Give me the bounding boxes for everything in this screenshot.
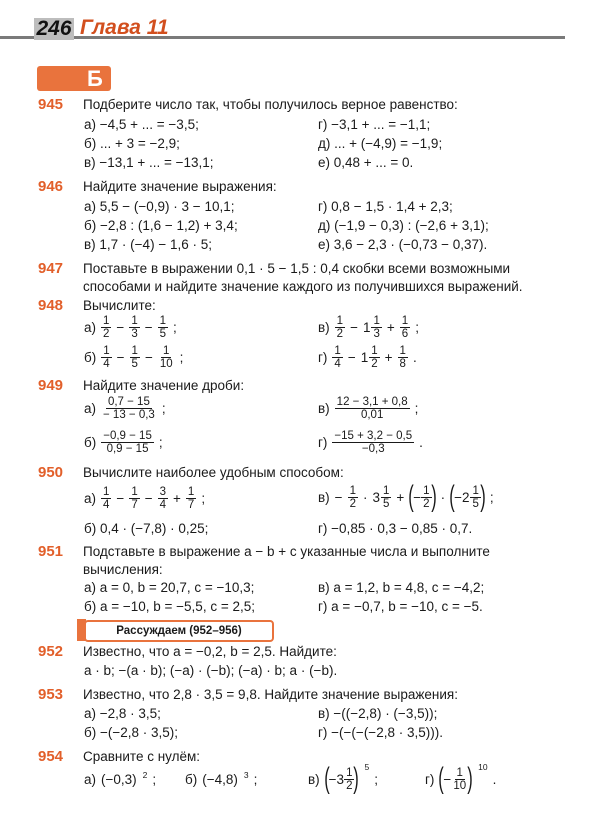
problem-text: Известно, что a = −0,2, b = 2,5. Найдите: [83, 644, 337, 659]
fraction-item: в) $\frac{1}{2}$ − 1 $\frac{1}{3}$ + $\frac{1}{6}$ ; [318, 315, 419, 340]
problem-text: Найдите значение выражения: [83, 179, 277, 194]
problem-text: Поставьте в выражении 0,1 · 5 − 1,5 : 0,4 скобки всеми возможными способами и найдите значение каждого из получившихся выражений. [83, 261, 523, 294]
fraction-item: а) $\frac{1}{2}$ − $\frac{1}{3}$ − $\frac{1}{5}$ ; [84, 315, 177, 340]
fraction: $\frac{0,7 - 15}{- 13 - 0,3}$ [103, 396, 155, 421]
fraction-item: в) $\frac{12 - 3,1 + 0,8}{0,01}$ ; [318, 396, 419, 421]
page-number: 246 [34, 18, 74, 40]
problem-text: Известно, что 2,8 · 3,5 = 9,8. Найдите значение выражения: [83, 687, 458, 702]
problem-number: 949 [38, 377, 64, 394]
fraction: $\frac{1}{4}$ [334, 345, 341, 370]
problem-item: е) 3,6 − 2,3 · (−0,73 − 0,37). [318, 237, 488, 252]
mixed-number: 1 $\frac{1}{3}$ [362, 315, 380, 340]
level-letter: Б [87, 66, 103, 91]
power-item: а) (−0,3) 2 ; [84, 770, 157, 787]
problem-item: г) −(−(−(−2,8 · 3,5))). [318, 725, 443, 740]
fraction-item: г) $\frac{-15 + 3,2 - 0,5}{-0,3}$ . [318, 430, 423, 455]
problem-number: 954 [38, 748, 64, 765]
fraction: $\frac{1}{2}$ [103, 315, 110, 340]
problem-text: Найдите значение дроби: [83, 378, 245, 393]
problem-number: 952 [38, 643, 64, 660]
problem-item: a · b; −(a · b); (−a) · (−b); (−a) · b; a · (−b). [84, 663, 338, 678]
fraction: $\frac{1}{3}$ [131, 315, 138, 340]
power-item: г) ( − $\frac{1}{10}$ ) 10 . [425, 762, 497, 795]
problem-number: 950 [38, 464, 64, 481]
problem-item: в) 1,7 · (−4) − 1,6 · 5; [84, 237, 212, 252]
fraction: $\frac{3}{4}$ [159, 486, 167, 511]
fraction: $\frac{1}{6}$ [401, 315, 409, 340]
problem-item: г) 0,8 − 1,5 · 1,4 + 2,3; [318, 199, 453, 214]
problem-item: в) a = 1,2, b = 4,8, c = −4,2; [318, 580, 485, 595]
fraction: $\frac{1}{7}$ [131, 486, 138, 511]
problem-text: Подставьте в выражение a − b + c указанные числа и выполните вычисления: [83, 544, 490, 577]
fraction: $\frac{-0,9 - 15}{0,9 - 15}$ [103, 430, 152, 455]
fraction: $\frac{1}{7}$ [187, 486, 195, 511]
power-item: б) (−4,8) 3 ; [185, 770, 258, 787]
fraction: $\frac{1}{8}$ [399, 345, 406, 370]
problem-item: в) −((−2,8) · (−3,5)); [318, 706, 438, 721]
problem-item: а) 5,5 − (−0,9) · 3 − 10,1; [84, 199, 235, 214]
problem-text: Подберите число так, чтобы получилось верное равенство: [83, 97, 458, 112]
fraction: $\frac{1}{2}$ [336, 315, 344, 340]
problem-text: Вычислите: [83, 298, 156, 313]
problem-item: а) a = 0, b = 20,7, c = −10,3; [84, 580, 255, 595]
level-badge [37, 66, 111, 91]
problem-item: б) −(−2,8 · 3,5); [84, 725, 179, 740]
problem-item: а) −4,5 + ... = −3,5; [84, 117, 199, 132]
problem-item: е) 0,48 + ... = 0. [318, 155, 414, 170]
problem-number: 953 [38, 686, 64, 703]
fraction: $\frac{1}{2}$ [349, 484, 356, 510]
fraction: $\frac{1}{4}$ [103, 486, 110, 511]
problem-number: 945 [38, 96, 64, 113]
power-item: в) ( −3 $\frac{1}{2}$ ) 5 ; [308, 762, 378, 795]
fraction-item: б) $\frac{1}{4}$ − $\frac{1}{5}$ − $\frac{1}{10}$ ; [84, 345, 184, 370]
problem-text: Вычислите наиболее удобным способом: [83, 465, 344, 480]
fraction-item: в) − $\frac{1}{2}$ · 3 $\frac{1}{5}$ + ( − $\frac{1}{2}$ ) · ( − 2 $\frac{1}{5}$ ) ; [318, 480, 494, 513]
problem-number: 946 [38, 178, 64, 195]
problem-number: 947 [38, 260, 64, 277]
mixed-number: 1 $\frac{1}{2}$ [360, 345, 378, 370]
problem-number: 951 [38, 543, 64, 560]
fraction-item: б) $\frac{-0,9 - 15}{0,9 - 15}$ ; [84, 430, 163, 455]
fraction: $\frac{-15 + 3,2 - 0,5}{-0,3}$ [334, 430, 413, 455]
fraction: $\frac{12 - 3,1 + 0,8}{0,01}$ [336, 396, 408, 421]
problem-item: г) −0,85 · 0,3 − 0,85 · 0,7. [318, 521, 473, 536]
section-label: Рассуждаем (952–956) [84, 620, 274, 642]
fraction: $\frac{1}{4}$ [103, 345, 110, 370]
problem-item: г) a = −0,7, b = −10, c = −5. [318, 599, 483, 614]
fraction-item: г) $\frac{1}{4}$ − 1 $\frac{1}{2}$ + $\frac{1}{8}$ . [318, 345, 417, 370]
paren-group: ( − 2 $\frac{1}{5}$ ) [449, 480, 486, 513]
problem-text: Сравните с нулём: [83, 749, 201, 764]
problem-item: б) a = −10, b = −5,5, c = 2,5; [84, 599, 255, 614]
problem-item: б) −2,8 : (1,6 − 1,2) + 3,4; [84, 218, 238, 233]
fraction: $\frac{1}{5}$ [159, 315, 167, 340]
problem-item: а) −2,8 · 3,5; [84, 706, 161, 721]
problem-item: в) −13,1 + ... = −13,1; [84, 155, 214, 170]
fraction-item: а) $\frac{0,7 - 15}{- 13 - 0,3}$ ; [84, 396, 166, 421]
fraction: $\frac{1}{10}$ [159, 345, 173, 370]
paren-group: ( − $\frac{1}{2}$ ) [408, 480, 437, 513]
problem-item: б) ... + 3 = −2,9; [84, 136, 180, 151]
fraction-item: а) $\frac{1}{4}$ − $\frac{1}{7}$ − $\frac{3}{4}$ + $\frac{1}{7}$ ; [84, 486, 206, 511]
problem-item: д) (−1,9 − 0,3) : (−2,6 + 3,1); [318, 218, 489, 233]
paren-group: ( − $\frac{1}{10}$ ) [438, 762, 473, 795]
problem-item: б) 0,4 · (−7,8) · 0,25; [84, 521, 209, 536]
problem-item: г) −3,1 + ... = −1,1; [318, 117, 431, 132]
problem-item: д) ... + (−4,9) = −1,9; [318, 136, 443, 151]
problem-number: 948 [38, 297, 64, 314]
fraction: $\frac{1}{5}$ [131, 345, 138, 370]
chapter-title: Глава 11 [80, 16, 169, 39]
paren-group: ( −3 $\frac{1}{2}$ ) [323, 762, 360, 795]
mixed-number: 3 $\frac{1}{5}$ [372, 484, 390, 510]
